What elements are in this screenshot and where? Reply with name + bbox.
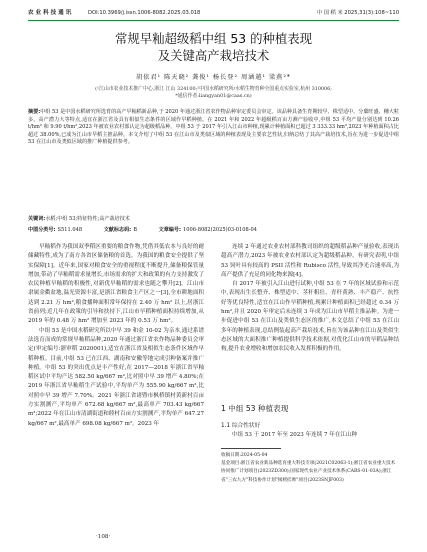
body-column-right [221,243,399,355]
section-heading-1: 1 中组 53 种植表现 [221,404,289,413]
abstract-text: 中组 53 是中国水稻研究所选育的高产早籼稻新品种,于 2020 年通过浙江省农作物品种审定委员会审定。该品种具备生育期较早、株型适中、分蘖旺盛、穗大粒多、高产潜力大等特点,适宜在浙江省及具有相似生态条件的区域作早稻种植。在 2021 年和 2022 年超级稻百亩方测产验收中,中组 53 平均产量分别达到 10.26 t/hm² 和 9.90 t/hm²,2023 年被农业农村部认定为超级稻品种。中组 53 于 2017 年引入江山市种植,现累计种植面积已超过 3 333.33 hm²,2023 年种植面积占比超过 38.00%,已成为江山市早稻主推品种。本文介绍了中组 53 在江山市及类似区域的种植表现及主要农艺性状,归纳总结了其高产栽培技术,旨在为进一步促进中组 53 在江山市及类似区域的推广种植提供参考。 [28,109,399,146]
footnotes [221,452,399,485]
author-list: 胡依君¹ 陈天晓² 龚俊¹ 杨长登² 周涵越¹ 梁燕²* [136,74,291,81]
article-id-value: 1006-8082(2025)03-0108-04 [183,227,257,233]
title-line-1: 常规早籼超级稻中组 53 的种植表现 [114,31,313,46]
header-journal-section: 农 业 科 技 通 讯 [28,10,72,16]
article-title [28,31,399,64]
body-paragraph: 中组 53 是中国水稻研究所以中早 39 和金 10-02 为亲本,通过系谱法选育而成的常规早籼稻品种,2020 年通过浙江省农作物品种委员会审定(审定编号:浙审稻 2020001),适宜在浙江省及相似生态条件区域作早稻种植。目前,中组 53 已在江西、湖南和安徽等地完成引种备案并推广种植。中组 53 的突出优点是丰产性好,在 2017—2018 年浙江省早籼稻区试中平均产达 582.50 kg/667 m²,比对照中早 39 增产 4.80%;在 2019 年浙江省早籼稻生产试验中,平均单产为 555.90 kg/667 m²,比对照中早 39 增产 7.70%。2021 年浙江省诸暨市枫桥镇村黄新村百亩方实割测产,平均单产 672.68 kg/667 m²,最高单产 703.43 kg/667 m²;2022 年在江山市清湖街道和睦村百亩方实割测产,平均单产 647.27 kg/667 m²,最高单产 698.08 kg/667 m²。2023 年 [28,327,204,427]
abstract-label: 摘要: [28,109,41,115]
affiliation-line-1: (¹江山市农业技术推广中心,浙江 江山 324100;²中国水稻研究所/水稻生物育种全国重点实验室,杭州 310006; [95,86,332,92]
title-line-2: 及关键高产栽培技术 [157,47,270,63]
header-doi[interactable]: DOI:10.3969/j.issn.1006-8082.2025.03.018 [88,10,201,16]
header-rule [28,20,399,21]
header-journal-issue: 中 国 稻 米 2025,31(3):108~110 [316,10,399,16]
body-paragraph: 早籼稻作为我国双季稻区重要的粮食作物,凭借其低农本与良好的耐储藏特性,成为了南方各省区储备粮的首选。为我国的粮食安全提供了坚实保障[1]。近年来,国家对粮食安全的重视程度不断提升,储备粮保管量增加,带动了早籼稻需求量增长,市场需求的扩大和政策的有力支持激发了农民种植早籼稻的积极性,对新优早籼稻的需求也随之攀升[2]。江山市隶属金衢盆地,温光资源丰富,是浙江省粮食主产区之一[3],全市耕地面积达到 2.21 万 hm²,粮食播种面积常年保持在 2.40 万 hm² 以上,居浙江省前列;近几年在政策的引导和扶持下,江山市早稻种植面积持续增加,从 2019 年的 0.48 万 hm² 增加至 2023 年的 0.53 万 hm²。 [28,244,204,325]
subsection-heading-1-1: 1.1 综合性状好 [221,423,261,429]
page-number: ·108· [96,534,111,540]
clc-label: 中图分类号: [28,227,56,233]
affiliations [40,86,387,100]
keywords [28,216,399,224]
body-column-left [28,243,204,429]
running-header [28,6,399,20]
affiliation-line-2: *通信作者:liangyan01@caas.cn) [175,93,252,99]
clc-value: S511.048 [57,227,83,233]
body-paragraph: 自 2017 年被引入江山进行试种,中组 53 在 7 年的区域试验和示范中,表现出生长整齐、株型适中、茎秆粗壮、青秆黄熟、丰产稳产、抗性好等优良特性,适宜在江山作早稻种植,现累计种植面积已经超过 0.34 万 hm²,并且 2020 年审定后未连续 3 年成为江山市早稻主推品种。为进一步促进中组 53 在江山及类似生态区的推广,本文总结了中组 53 在江山多年的种植表现,总结例装起高产栽培技术,旨在为该品种在江山及类似生态区域的大面积推广种植提供科学技术依据,对优化江山市的早稻品种结构,提升农业增收和增加农民收入发挥积极的作用。 [221,281,399,353]
keywords-label: 关键词: [28,216,46,222]
abstract [28,109,399,147]
body-paragraph: 连续 2 年通过农业农村部科教司组织的超级稻品种产量验收,表现出超高产潜力,2023 年被农业农村部认定为超级稻品种。有研究表明,中组 53 饲叶具有较高的 PSII 活性和 Rubisco 活性,导致其净光合速率高,为高产提供了充足的同化物来源[4]。 [221,244,399,278]
classification-line [28,227,399,235]
keywords-text: 水稻;中组 53;特征特性;高产栽培技术 [45,216,130,222]
footnote-rule [221,448,281,449]
section-1-1-text: 中组 53 于 2017 年至 2023 年连续 7 年在江山种 [232,432,358,438]
doc-code-label: 文献标志码: [103,227,132,233]
article-id-label: 文章编号: [158,227,182,233]
doc-code-value: B [133,227,137,233]
footnote-funding: 基金项目:浙江省农业新品种选育重大科技专项(2021C02063-1);浙江省农业重大技术协同推广计划项目(2023ZD300);国家现代农业产业技术体系(CARS-01-03A);浙江省"三农九方"科技协作计划"揭榜挂帅"项目(2023SNJF003) [221,461,396,483]
footnote-received-date: 收稿日期:2024-05-04 [221,453,268,458]
